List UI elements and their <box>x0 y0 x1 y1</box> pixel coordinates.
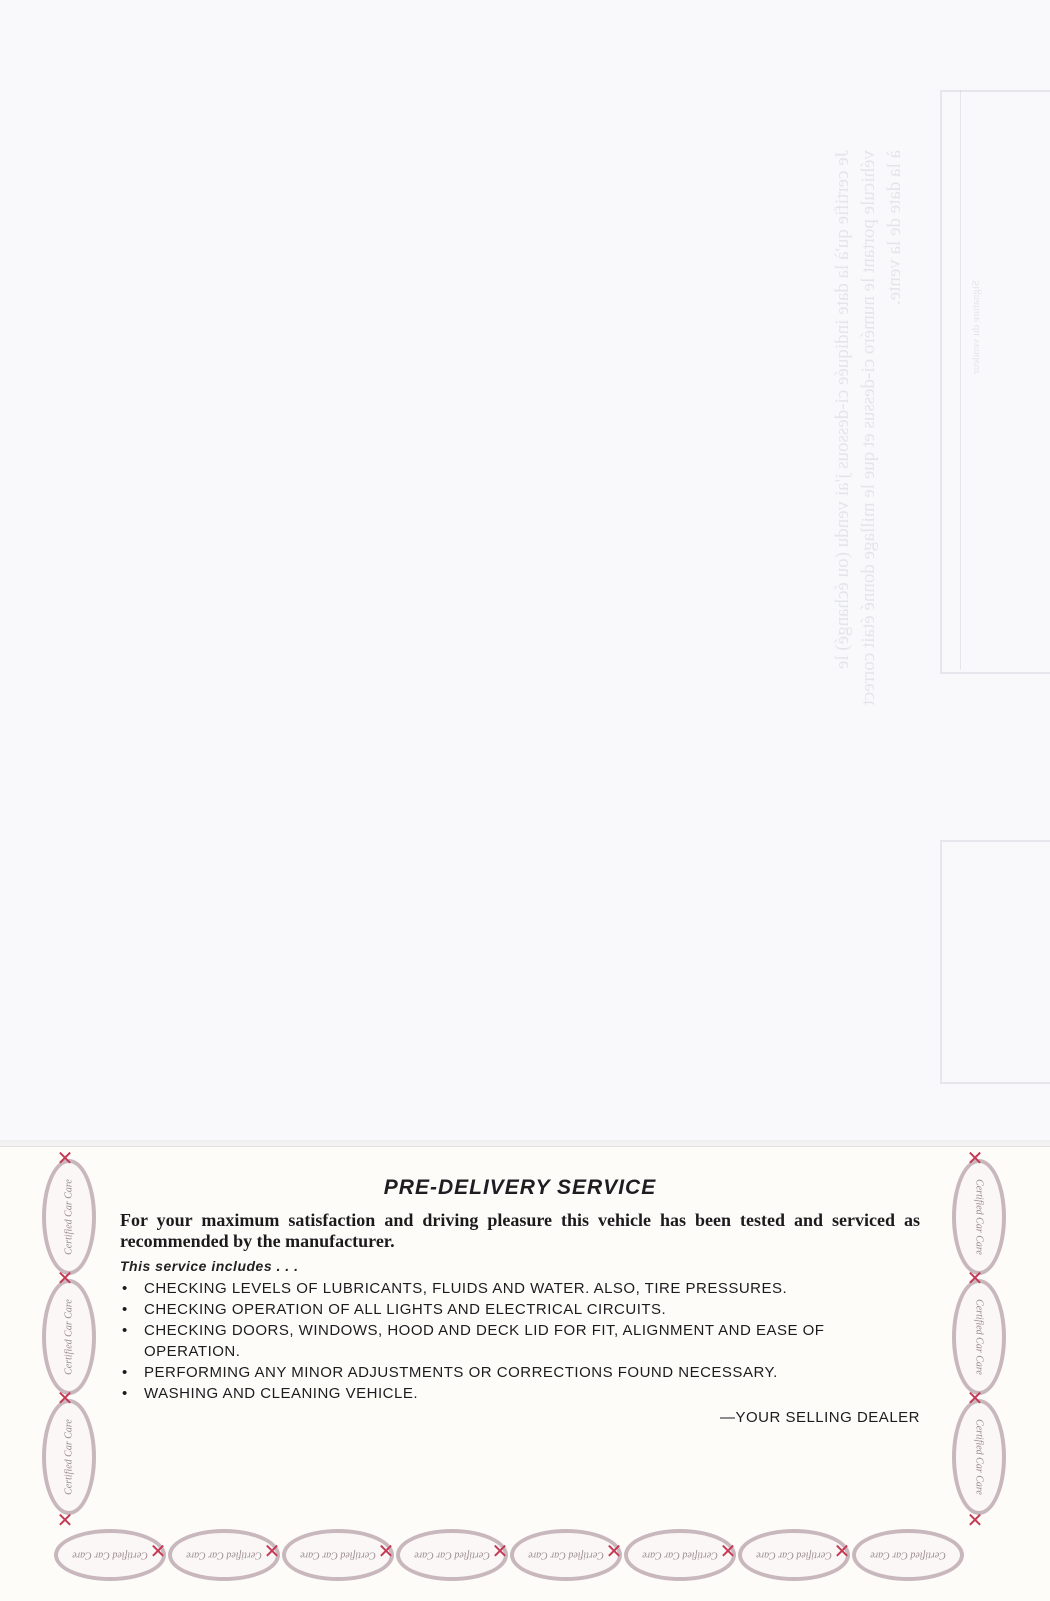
certified-seal: Certified Car Care <box>42 1159 96 1275</box>
ghost-signature-line <box>960 90 961 670</box>
certified-seal: Certified Car Care <box>54 1529 166 1581</box>
ribbon-bow-icon: ✕ <box>56 1386 74 1410</box>
bullet-icon: • <box>122 1385 128 1402</box>
list-item: • WASHING AND CLEANING VEHICLE. <box>122 1385 418 1402</box>
ghost-label: Signature du vendeur <box>970 280 982 375</box>
bullet-icon: • <box>122 1364 128 1381</box>
ghost-paragraph: Je certifie qu'à la date indiquée ci-dessous j'ai vendu (ou échangé) le véhicule portant le numéro ci-dessus et que le millage donné était correct à la date de la vente. <box>832 150 905 706</box>
ribbon-bow-icon: ✕ <box>966 1266 984 1290</box>
ribbon-bow-icon: ✕ <box>263 1539 281 1563</box>
ribbon-bow-icon: ✕ <box>491 1539 509 1563</box>
bullet-icon: • <box>122 1280 128 1297</box>
ribbon-bow-icon: ✕ <box>833 1539 851 1563</box>
ribbon-bow-icon: ✕ <box>149 1539 167 1563</box>
certified-seal: Certified Car Care <box>738 1529 850 1581</box>
ribbon-bow-icon: ✕ <box>966 1146 984 1170</box>
list-item: • CHECKING DOORS, WINDOWS, HOOD AND DECK LID FOR FIT, ALIGNMENT AND EASE OF OPERATION. <box>122 1322 825 1360</box>
ribbon-bow-icon: ✕ <box>56 1508 74 1532</box>
dealer-signature: —YOUR SELLING DEALER <box>719 1409 920 1426</box>
ribbon-bow-icon: ✕ <box>56 1146 74 1170</box>
ribbon-bow-icon: ✕ <box>719 1539 737 1563</box>
card-content <box>120 1176 920 1426</box>
card-title: PRE-DELIVERY SERVICE <box>383 1176 657 1199</box>
bullet-icon: • <box>122 1301 128 1318</box>
ribbon-bow-icon: ✕ <box>56 1266 74 1290</box>
card-intro: For your maximum satisfaction and driving pleasure this vehicle has been tested and serviced as recommended by the manufacturer. <box>120 1210 920 1251</box>
certified-seal: Certified Car Care <box>952 1159 1006 1275</box>
certified-seal: Certified Car Care <box>42 1279 96 1395</box>
certified-seal: Certified Car Care <box>42 1399 96 1515</box>
certified-seal: Certified Car Care <box>852 1529 964 1581</box>
ghost-form-box <box>940 90 1050 674</box>
certified-seal: Certified Car Care <box>624 1529 736 1581</box>
show-through-content <box>770 60 1050 1060</box>
certified-seal: Certified Car Care <box>952 1279 1006 1395</box>
certified-seal: Certified Car Care <box>396 1529 508 1581</box>
ribbon-bow-icon: ✕ <box>605 1539 623 1563</box>
certified-seal: Certified Car Care <box>952 1399 1006 1515</box>
list-item: • CHECKING LEVELS OF LUBRICANTS, FLUIDS AND WATER. ALSO, TIRE PRESSURES. <box>122 1280 788 1297</box>
ribbon-bow-icon: ✕ <box>966 1508 984 1532</box>
ribbon-bow-icon: ✕ <box>377 1539 395 1563</box>
list-item: • PERFORMING ANY MINOR ADJUSTMENTS OR CORRECTIONS FOUND NECESSARY. <box>122 1364 778 1381</box>
certified-seal: Certified Car Care <box>282 1529 394 1581</box>
service-list <box>120 1278 920 1404</box>
bullet-icon: • <box>122 1322 128 1339</box>
ribbon-bow-icon: ✕ <box>966 1386 984 1410</box>
includes-label: This service includes . . . <box>120 1258 299 1274</box>
list-item: • CHECKING OPERATION OF ALL LIGHTS AND ELECTRICAL CIRCUITS. <box>122 1301 667 1318</box>
certified-seal: Certified Car Care <box>510 1529 622 1581</box>
certified-seal: Certified Car Care <box>168 1529 280 1581</box>
ghost-form-box <box>940 840 1050 1084</box>
